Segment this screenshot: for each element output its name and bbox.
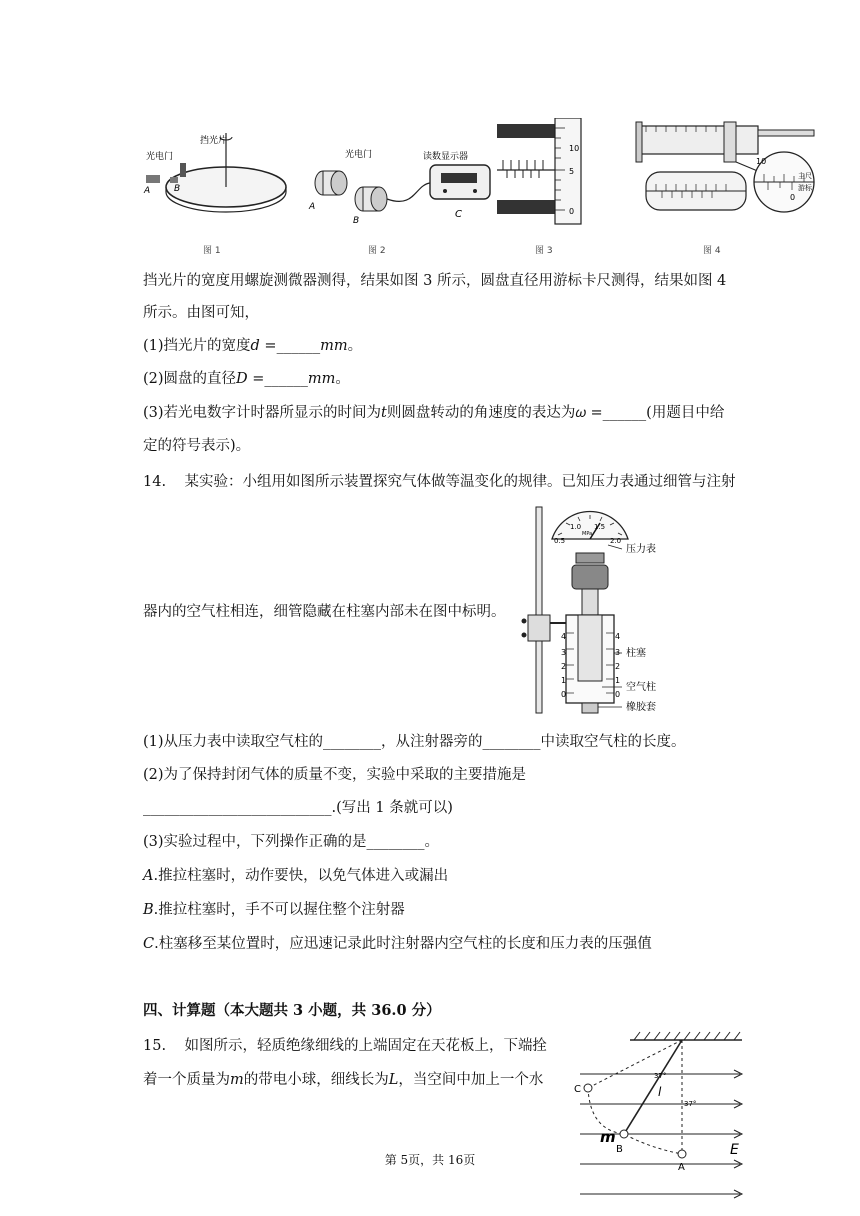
q13-part2: (2)圆盘的直径𝐷 =______𝑚𝑚。 (143, 371, 350, 387)
angle-label-2: 37° (684, 1100, 697, 1108)
scale-right: 4 (615, 632, 621, 641)
thimble (555, 118, 581, 224)
q14-figure-syringe-gauge (518, 505, 688, 717)
angle-label-1: 37° (654, 1072, 667, 1080)
gate-label: 光电门 (146, 152, 174, 162)
q15-number: 15. (143, 1038, 167, 1054)
scale-right: 3 (615, 648, 621, 657)
figure-4-vernier-caliper (632, 118, 817, 226)
main-scale-label: 主尺 (798, 172, 812, 180)
q15-stem-text: 如图所示，轻质绝缘细线的上端固定在天花板上，下端拴 (184, 1038, 547, 1054)
q15-stem-line2: 着一个质量为𝑚的带电小球，细线长为𝐿，当空间中加上一个水 (143, 1072, 544, 1088)
gate-label: 光电门 (345, 150, 373, 160)
scale-left: 3 (561, 648, 567, 657)
scale-right: 1 (615, 676, 621, 685)
gauge-tick: 1.0 (570, 523, 582, 531)
gauge-unit: MPa (582, 531, 593, 537)
photogate-b (170, 177, 178, 183)
page-footer: 第 5页，共 16页 (384, 1153, 476, 1167)
q15-figure-pendulum (570, 1030, 750, 1206)
figure-3-caption: 图 3 (535, 246, 553, 256)
gauge-label: 压力表 (626, 544, 656, 555)
figure-4-caption: 图 4 (703, 246, 721, 256)
shutter-label: 挡光片 (200, 136, 228, 146)
q13-intro-line2: 所示。由图可知， (143, 305, 259, 321)
shutter (180, 163, 186, 177)
q13-intro-line1: 挡光片的宽度用螺旋测微器测得，结果如图 3 所示，圆盘直径用游标卡尺测得，结果如图 4 (143, 273, 727, 289)
mass-label: m (600, 1128, 616, 1146)
q14-number: 14. (143, 474, 167, 490)
q14-option-b: 𝐵.推拉柱塞时，手不可以握住整个注射器 (143, 902, 405, 918)
q14-part2-line1: (2)为了保持封闭气体的质量不变，实验中采取的主要措施是 (143, 767, 527, 783)
figure-2-caption: 图 2 (368, 246, 386, 256)
scale-left: 4 (561, 632, 567, 641)
label-a: A (144, 186, 151, 196)
field-label: E (730, 1142, 739, 1158)
display-label: 读数显示器 (423, 152, 469, 162)
stand-rod (536, 507, 542, 713)
q14-option-c: 𝐶.柱塞移至某位置时，应迅速记录此时注射器内空气柱的长度和压力表的压强值 (143, 936, 652, 952)
tick-0: 0 (569, 207, 575, 216)
ball-b (620, 1130, 628, 1138)
scale-right: 2 (615, 662, 621, 671)
label-b: B (174, 184, 181, 194)
photogate-b (355, 187, 387, 211)
photogate-a (146, 175, 160, 183)
q13-part3-line1: (3)若光电数字计时器所显示的时间为𝑡则圆盘转动的角速度的表达为𝜔 =______(用题目中给 (143, 405, 725, 421)
section-title: 四、计算题（本大题共 3 小题，共 36.0 分） (143, 1002, 441, 1019)
figure-3-micrometer (497, 118, 592, 226)
rubber-cap-label: 橡胶套 (626, 702, 656, 713)
label-c: C (455, 209, 462, 220)
q13-part1: (1)挡光片的宽度𝑑 =______𝑚𝑚。 (143, 338, 363, 354)
figure-1-disk-setup (140, 125, 290, 225)
q14-stem-text: 某实验：小组用如图所示装置探究气体做等温变化的规律。已知压力表通过细管与注射 (184, 474, 736, 490)
plunger-label: 柱塞 (626, 648, 646, 659)
q14-part3: (3)实验过程中，下列操作正确的是________。 (143, 834, 440, 850)
label-b: B (353, 216, 360, 225)
tick-5: 5 (569, 167, 575, 176)
point-a-label: A (678, 1162, 685, 1173)
figure-2-photogate-setup (305, 145, 505, 225)
q14-part2-line2: __________________________.(写出 1 条就可以) (143, 800, 453, 816)
q14-option-a: 𝐴.推拉柱塞时，动作要快，以免气体进入或漏出 (143, 868, 449, 884)
thread (624, 1040, 682, 1134)
tick-10: 10 (569, 144, 580, 153)
q14-part1: (1)从压力表中读取空气柱的________，从注射器旁的________中读取空气柱的长度。 (143, 734, 686, 750)
ball-c (584, 1084, 592, 1092)
point-b-label: B (616, 1144, 623, 1155)
gauge-tick: 2.0 (610, 537, 622, 545)
scale-left: 1 (561, 676, 567, 685)
photogate-a (315, 171, 347, 195)
air-column-label: 空气柱 (626, 682, 656, 693)
length-label: l (658, 1085, 662, 1099)
tick-0: 0 (790, 193, 796, 202)
q14-stem-line2: 器内的空气柱相连，细管隐藏在柱塞内部未在图中标明。 (143, 604, 506, 620)
scale-left: 2 (561, 662, 567, 671)
point-c-label: C (574, 1084, 581, 1095)
scale-right: 0 (615, 690, 621, 699)
gauge-tick: 1.5 (594, 523, 606, 531)
scale-left: 0 (561, 690, 567, 699)
label-a: A (309, 202, 316, 212)
figure-1-caption: 图 1 (203, 246, 221, 256)
vernier-label: 游标 (798, 184, 812, 192)
rubber-cap (582, 703, 598, 713)
tick-10: 10 (756, 157, 767, 166)
gauge-tick: 0.5 (554, 537, 566, 545)
plunger (578, 615, 602, 681)
q14-stem-line1 (143, 472, 736, 492)
q15-stem-line1 (143, 1036, 547, 1056)
q13-part3-line2: 定的符号表示)。 (143, 438, 251, 454)
